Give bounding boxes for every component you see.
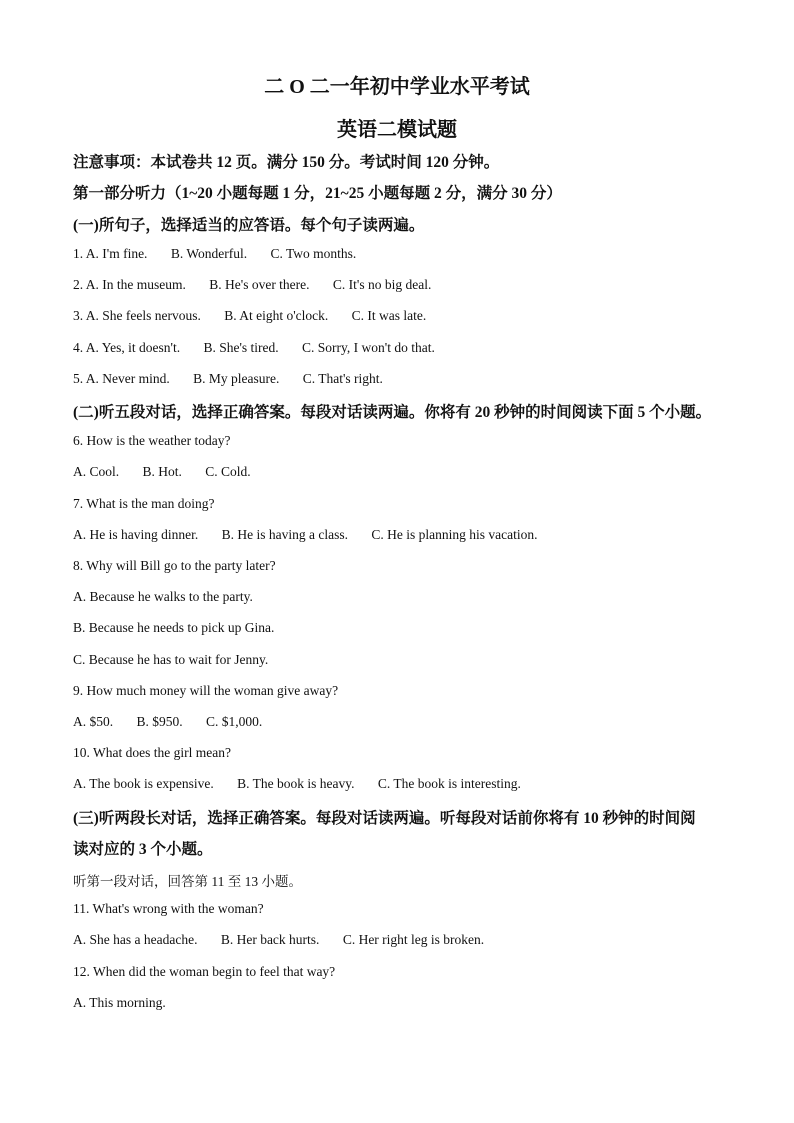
section3-heading-line1: (三)听两段长对话，选择正确答案。每段对话读两遍。听每段对话前你将有 10 秒钟的时间阅 <box>73 810 696 827</box>
question-9-options <box>73 714 262 730</box>
section3-intro: 听第一段对话，回答第 11 至 13 小题。 <box>73 874 302 889</box>
option-b: B. Hot. <box>142 464 182 479</box>
question-10-stem: 10. What does the girl mean? <box>73 745 231 760</box>
option-b: B. At eight o'clock. <box>224 308 329 323</box>
option-b: B. Wonderful. <box>170 246 248 261</box>
option-c: C. It's no big deal. <box>332 277 432 292</box>
question-number: 4. <box>73 340 84 355</box>
option-c: C. He is planning his vacation. <box>371 527 538 542</box>
question-5 <box>73 371 383 387</box>
option-c: C. Cold. <box>205 464 251 479</box>
option-a: A. Cool. <box>73 464 120 479</box>
option-b: B. He is having a class. <box>221 527 348 542</box>
part1-heading: 第一部分听力（1~20 小题每题 1 分，21~25 小题每题 2 分，满分 30 分） <box>73 185 562 202</box>
option-c: C. The book is interesting. <box>377 776 521 791</box>
option-c: C. That's right. <box>302 371 383 386</box>
option-b: B. My pleasure. <box>193 371 280 386</box>
option-a: A. The book is expensive. <box>73 776 214 791</box>
question-12-option-a: A. This morning. <box>73 995 166 1010</box>
option-c: C. Two months. <box>270 246 357 261</box>
option-b: B. He's over there. <box>209 277 310 292</box>
question-6-options <box>73 464 251 480</box>
option-c: C. It was late. <box>351 308 427 323</box>
section3-heading-line2: 读对应的 3 个小题。 <box>73 841 213 858</box>
question-number: 5. <box>73 371 84 386</box>
question-4 <box>73 340 435 356</box>
option-c: C. $1,000. <box>206 714 263 729</box>
question-8-option-c: C. Because he has to wait for Jenny. <box>73 652 269 667</box>
notice: 注意事项：本试卷共 12 页。满分 150 分。考试时间 120 分钟。 <box>73 154 500 171</box>
section2-heading: (二)听五段对话，选择正确答案。每段对话读两遍。你将有 20 秒钟的时间阅读下面 5 个小题。 <box>73 404 712 421</box>
question-7-stem: 7. What is the man doing? <box>73 496 215 511</box>
question-2 <box>73 277 431 293</box>
exam-title: 二 O 二一年初中学业水平考试 <box>264 76 530 98</box>
option-a: A. She has a headache. <box>73 932 198 947</box>
question-12-stem: 12. When did the woman begin to feel that way? <box>73 964 336 979</box>
section1-heading: (一)所句子，选择适当的应答语。每个句子读两遍。 <box>73 217 425 234</box>
option-b: B. $950. <box>136 714 183 729</box>
option-a: A. She feels nervous. <box>85 308 201 323</box>
question-8-stem: 8. Why will Bill go to the party later? <box>73 558 276 573</box>
option-a: A. Never mind. <box>85 371 170 386</box>
option-a: A. $50. <box>73 714 114 729</box>
question-11-stem: 11. What's wrong with the woman? <box>73 901 264 916</box>
question-number: 2. <box>73 277 84 292</box>
question-3 <box>73 308 426 324</box>
option-a: A. In the museum. <box>85 277 186 292</box>
question-number: 3. <box>73 308 84 323</box>
option-b: B. The book is heavy. <box>237 776 355 791</box>
question-8-option-a: A. Because he walks to the party. <box>73 589 253 604</box>
option-a: A. I'm fine. <box>85 246 148 261</box>
option-c: C. Her right leg is broken. <box>342 932 485 947</box>
option-b: B. Her back hurts. <box>220 932 320 947</box>
option-b: B. She's tired. <box>203 340 279 355</box>
option-a: A. He is having dinner. <box>73 527 199 542</box>
question-6-stem: 6. How is the weather today? <box>73 433 231 448</box>
question-1 <box>73 246 356 262</box>
question-8-option-b: B. Because he needs to pick up Gina. <box>73 620 275 635</box>
question-7-options <box>73 527 537 543</box>
question-11-options <box>73 932 484 948</box>
question-9-stem: 9. How much money will the woman give away? <box>73 683 339 698</box>
exam-subtitle: 英语二模试题 <box>337 119 457 141</box>
option-c: C. Sorry, I won't do that. <box>302 340 435 355</box>
question-number: 1. <box>73 246 84 261</box>
question-10-options <box>73 776 521 792</box>
option-a: A. Yes, it doesn't. <box>85 340 181 355</box>
